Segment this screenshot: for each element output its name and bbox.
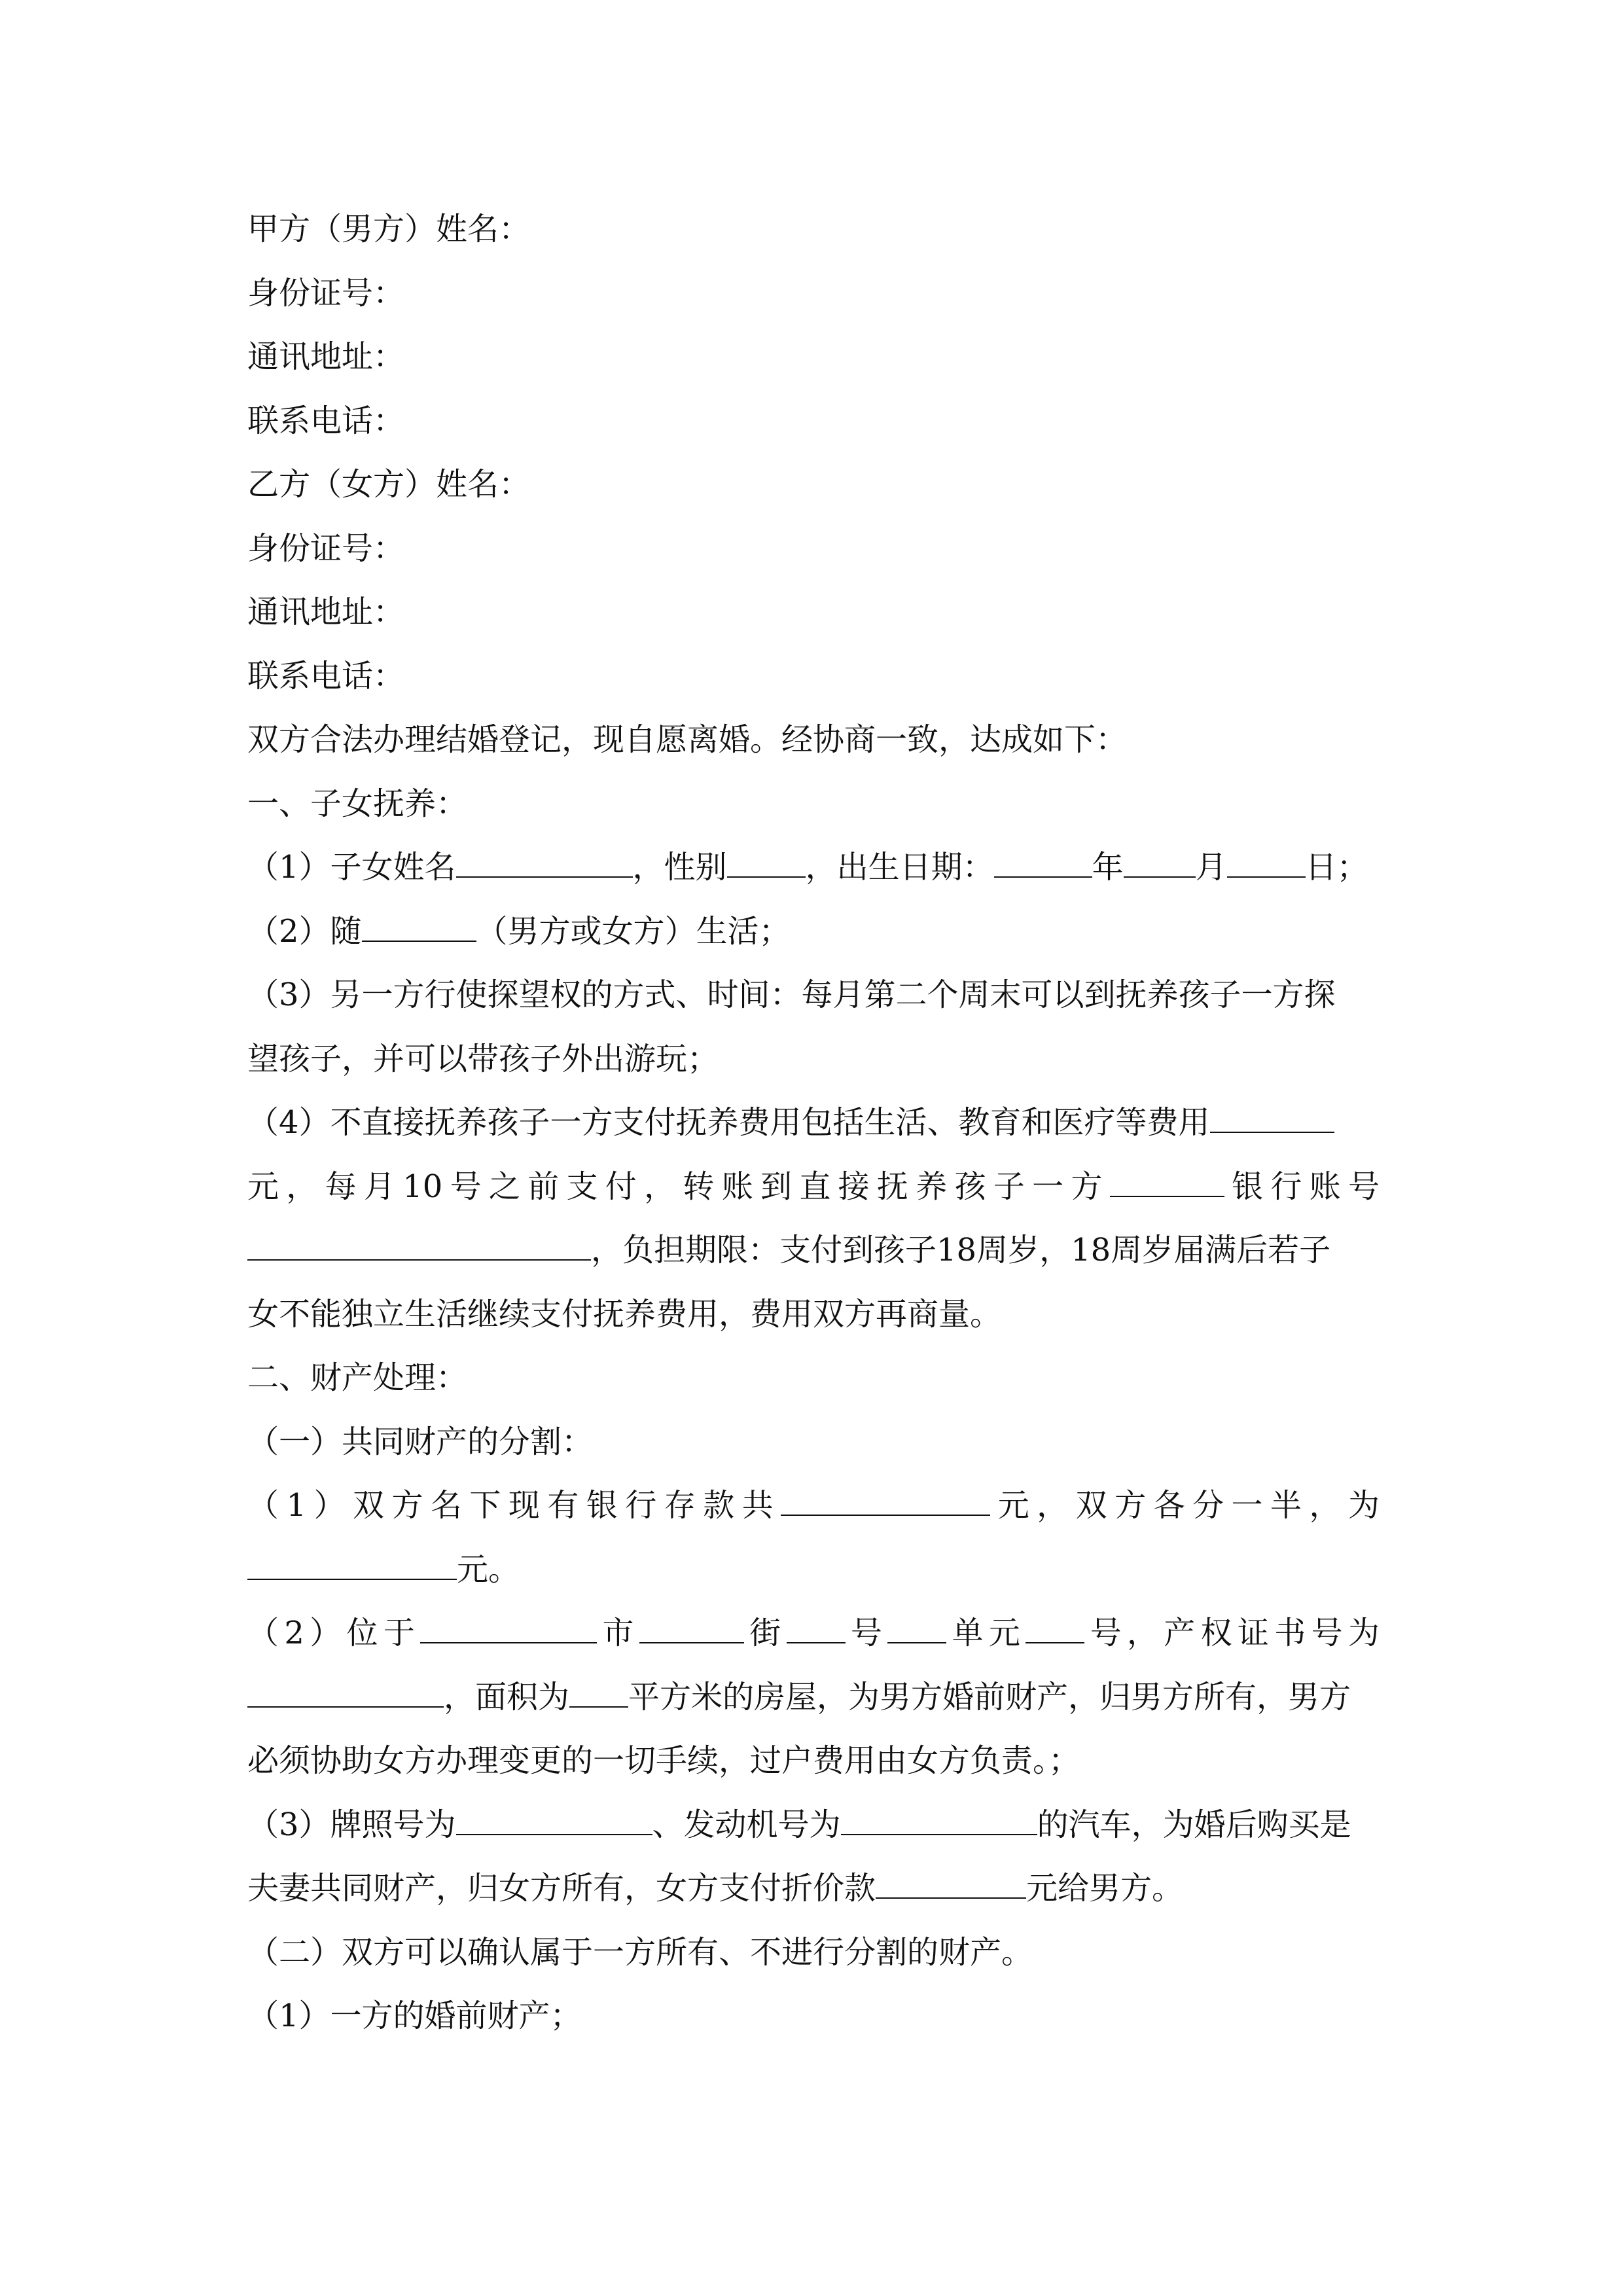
year-label: 年 bbox=[1092, 849, 1124, 886]
party-b-name-label: 乙方（女方）姓名： bbox=[247, 466, 531, 503]
section2-sub1: （一）共同财产的分割： bbox=[247, 1423, 594, 1460]
car-compensation-text: 夫妻共同财产，归女方所有，女方支付折价款 bbox=[247, 1870, 876, 1907]
house-number-label: 号 bbox=[845, 1615, 888, 1651]
car-text: 的汽车，为婚后购买是 bbox=[1037, 1806, 1351, 1843]
child-info-line bbox=[247, 836, 1380, 900]
month-label: 月 bbox=[1195, 849, 1227, 886]
party-a-address-label: 通讯地址： bbox=[247, 338, 405, 375]
car-plate-blank bbox=[456, 1808, 652, 1835]
house-unit-blank bbox=[887, 1616, 946, 1643]
section2-heading: 二、财产处理： bbox=[247, 1359, 468, 1396]
child-gender-blank bbox=[727, 850, 806, 878]
intro-text: 双方合法办理结婚登记，现自愿离婚。经协商一致，达成如下： bbox=[247, 721, 1128, 758]
support-text-2a: 元，每月10号之前支付，转账到直接抚养孩子一方 bbox=[247, 1168, 1110, 1205]
party-b-address-label: 通讯地址： bbox=[247, 594, 405, 630]
savings-text-2: 元，双方各分一半，为 bbox=[990, 1487, 1380, 1524]
custody-blank bbox=[362, 914, 476, 942]
house-located-label: （2）位于 bbox=[247, 1615, 421, 1651]
support-line-1 bbox=[247, 1091, 1380, 1155]
support-text-1: （4）不直接抚养孩子一方支付抚养费用包括生活、教育和医疗等费用 bbox=[247, 1104, 1210, 1141]
savings-half-blank bbox=[247, 1552, 457, 1580]
savings-line-2 bbox=[247, 1538, 1380, 1602]
birth-month-blank bbox=[1124, 850, 1196, 878]
section2-sub2: （二）双方可以确认属于一方所有、不进行分割的财产。 bbox=[247, 1933, 1033, 1971]
party-b-id-label: 身份证号： bbox=[247, 529, 405, 567]
savings-text-1: （1）双方名下现有银行存款共 bbox=[247, 1487, 781, 1524]
house-owner-text: 平方米的房屋，为男方婚前财产，归男方所有，男方 bbox=[628, 1678, 1351, 1715]
child-gender-label: ，性别 bbox=[632, 849, 727, 886]
house-line-1 bbox=[247, 1602, 1380, 1666]
car-plate-label: （3）牌照号为 bbox=[247, 1806, 456, 1843]
child-name-label: （1）子女姓名 bbox=[247, 849, 456, 886]
house-area-label: ，面积为 bbox=[444, 1678, 570, 1715]
party-b-phone-label: 联系电话： bbox=[247, 657, 405, 694]
house-cert-label: 号，产权证书号为 bbox=[1084, 1615, 1380, 1651]
bank-account-blank bbox=[247, 1233, 591, 1261]
house-line-2 bbox=[247, 1666, 1380, 1730]
bank-name-blank bbox=[1110, 1170, 1224, 1197]
support-amount-blank bbox=[1210, 1105, 1334, 1133]
support-text-2b: 银行账号 bbox=[1224, 1168, 1380, 1205]
house-city-blank bbox=[420, 1616, 597, 1643]
house-line-3: 必须协助女方办理变更的一切手续，过户费用由女方负责。； bbox=[247, 1742, 1080, 1779]
savings-text-3: 元。 bbox=[457, 1551, 520, 1588]
house-cert-blank bbox=[247, 1680, 444, 1708]
house-room-blank bbox=[1026, 1616, 1084, 1643]
party-a-name-label: 甲方（男方）姓名： bbox=[247, 211, 531, 247]
house-street-blank bbox=[639, 1616, 744, 1643]
birth-year-blank bbox=[994, 850, 1092, 878]
car-line-2 bbox=[247, 1857, 1380, 1921]
child-birth-label: ，出生日期： bbox=[805, 849, 994, 886]
support-line-3 bbox=[247, 1219, 1380, 1283]
house-area-blank bbox=[569, 1680, 628, 1708]
custody-suffix: （男方或女方）生活； bbox=[476, 912, 791, 950]
savings-total-blank bbox=[781, 1488, 990, 1516]
support-line-4: 女不能独立生活继续支付抚养费用，费用双方再商量。 bbox=[247, 1295, 1002, 1333]
car-engine-label: 、发动机号为 bbox=[652, 1806, 841, 1843]
day-label: 日； bbox=[1305, 849, 1368, 886]
visitation-line-2: 望孩子，并可以带孩子外出游玩； bbox=[247, 1040, 719, 1077]
document-body bbox=[247, 198, 1380, 2049]
car-compensation-suffix: 元给男方。 bbox=[1026, 1870, 1184, 1907]
party-a-id-label: 身份证号： bbox=[247, 274, 405, 312]
support-text-3: ，负担期限：支付到孩子18周岁，18周岁届满后若子 bbox=[591, 1232, 1331, 1268]
birth-day-blank bbox=[1227, 850, 1306, 878]
house-unit-label: 单元 bbox=[946, 1615, 1026, 1651]
support-line-2 bbox=[247, 1155, 1380, 1219]
house-number-blank bbox=[787, 1616, 846, 1643]
car-engine-blank bbox=[841, 1808, 1037, 1835]
custody-label: （2）随 bbox=[247, 912, 362, 950]
house-street-label: 街 bbox=[743, 1615, 787, 1651]
car-line-1 bbox=[247, 1793, 1380, 1857]
custody-line bbox=[247, 900, 1380, 964]
child-name-blank bbox=[456, 850, 633, 878]
party-a-phone-label: 联系电话： bbox=[247, 402, 405, 439]
section1-heading: 一、子女抚养： bbox=[247, 785, 468, 822]
premarital-property-item: （1）一方的婚前财产； bbox=[247, 1998, 582, 2034]
savings-line-1 bbox=[247, 1474, 1380, 1538]
house-city-label: 市 bbox=[597, 1615, 639, 1651]
visitation-line-1: （3）另一方行使探望权的方式、时间：每月第二个周末可以到抚养孩子一方探 bbox=[247, 977, 1336, 1013]
car-compensation-blank bbox=[876, 1871, 1026, 1899]
